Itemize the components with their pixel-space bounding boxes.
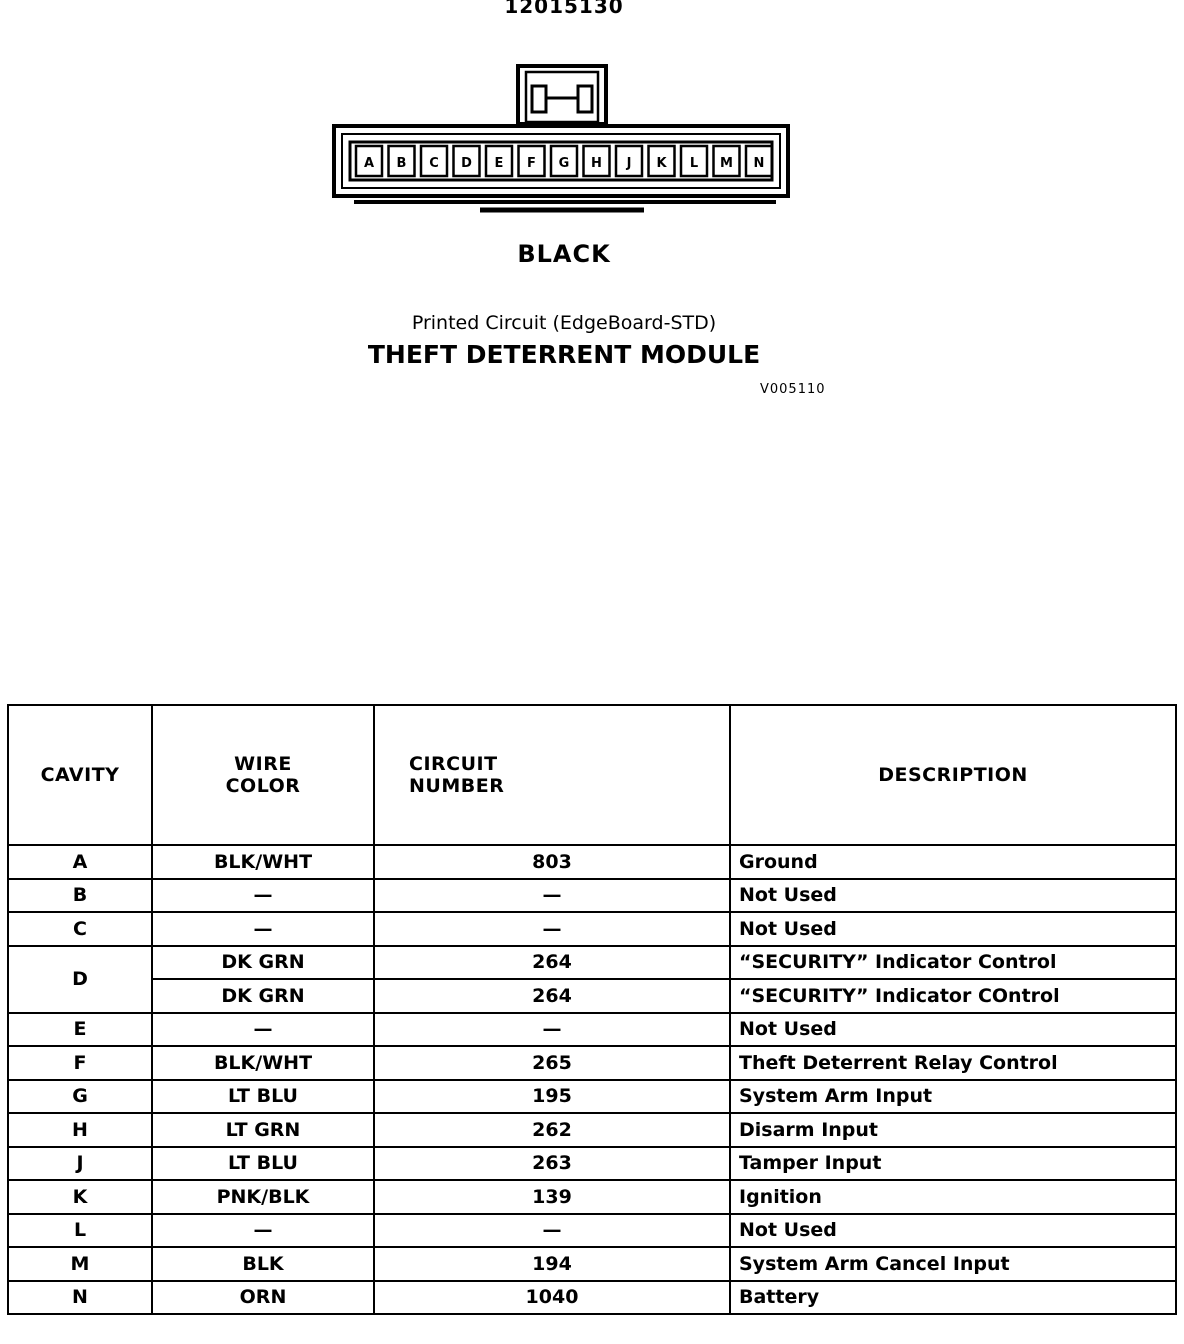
cavity-cell: J [8,1147,152,1181]
circuit-number-cell: — [374,1214,730,1248]
description-cell: Tamper Input [730,1147,1176,1181]
part-number: 12015130 [504,0,624,18]
description-cell: Not Used [730,879,1176,913]
circuit-number-cell: 195 [374,1080,730,1114]
cavity-cell: E [8,1013,152,1047]
table-row [8,912,1176,946]
circuit-number-cell: — [374,912,730,946]
component-title: THEFT DETERRENT MODULE [367,340,761,369]
cavity-cell: D [8,946,152,1013]
connector-diagram [330,62,792,217]
pin-label-l: L [689,156,699,171]
description-cell: “SECURITY” Indicator Control [730,946,1176,980]
pin-label-e: E [494,156,504,171]
description-cell: Not Used [730,912,1176,946]
circuit-number-cell: — [374,879,730,913]
pin-label-k: K [656,156,667,171]
wire-color-cell: LT GRN [152,1113,374,1147]
connector-color-label: BLACK [517,240,611,268]
wire-color-cell: BLK [152,1247,374,1281]
cavity-cell: H [8,1113,152,1147]
pin-label-g: G [558,156,570,171]
table-row [8,1247,1176,1281]
description-cell: System Arm Input [730,1080,1176,1114]
wire-color-cell: DK GRN [152,979,374,1013]
description-cell: Ground [730,845,1176,879]
circuit-number-cell: 264 [374,946,730,980]
wire-color-cell: — [152,912,374,946]
header-wire-color: WIRE COLOR [152,705,374,845]
description-cell: Battery [730,1281,1176,1315]
wire-color-cell: BLK/WHT [152,1046,374,1080]
cavity-cell: G [8,1080,152,1114]
circuit-number-cell: — [374,1013,730,1047]
connector-type-label: Printed Circuit (EdgeBoard-STD) [411,312,717,334]
table-row [8,946,1176,980]
table-row [8,879,1176,913]
wire-color-cell: LT BLU [152,1147,374,1181]
table-row [8,979,1176,1013]
table-row [8,1281,1176,1315]
pin-label-a: A [363,156,375,171]
cavity-cell: A [8,845,152,879]
pin-label-n: N [753,156,765,171]
table-row [8,1180,1176,1214]
cavity-cell: M [8,1247,152,1281]
circuit-number-cell: 803 [374,845,730,879]
pin-label-m: M [720,156,733,171]
cavity-cell: B [8,879,152,913]
wire-color-cell: BLK/WHT [152,845,374,879]
wire-color-cell: PNK/BLK [152,1180,374,1214]
wire-color-cell: ORN [152,1281,374,1315]
header-description: DESCRIPTION [730,705,1176,845]
pin-label-c: C [429,156,439,171]
pin-label-d: D [461,156,472,171]
pin-label-f: F [527,156,536,171]
circuit-number-cell: 1040 [374,1281,730,1315]
cavity-cell: F [8,1046,152,1080]
table-row [8,845,1176,879]
connector-pins [356,146,772,176]
description-cell: Theft Deterrent Relay Control [730,1046,1176,1080]
description-cell: “SECURITY” Indicator COntrol [730,979,1176,1013]
pin-label-h: H [591,156,602,171]
table-header-row [8,705,1176,845]
table-row [8,1113,1176,1147]
circuit-number-cell: 139 [374,1180,730,1214]
description-cell: Ignition [730,1180,1176,1214]
circuit-number-cell: 194 [374,1247,730,1281]
cavity-cell: C [8,912,152,946]
table-row [8,1147,1176,1181]
pinout-table [7,704,1177,1315]
wire-color-cell: — [152,1013,374,1047]
connector-latch [518,66,606,124]
table-row [8,1214,1176,1248]
circuit-number-cell: 263 [374,1147,730,1181]
header-circuit-number: CIRCUIT NUMBER [374,705,730,845]
cavity-cell: N [8,1281,152,1315]
circuit-number-cell: 264 [374,979,730,1013]
header-cavity: CAVITY [8,705,152,845]
wire-color-cell: LT BLU [152,1080,374,1114]
table-row [8,1013,1176,1047]
reference-code: V005110 [760,382,826,397]
description-cell: System Arm Cancel Input [730,1247,1176,1281]
table-row [8,1080,1176,1114]
circuit-number-cell: 262 [374,1113,730,1147]
description-cell: Not Used [730,1013,1176,1047]
wire-color-cell: DK GRN [152,946,374,980]
pin-label-b: B [396,156,407,171]
pin-label-j: J [626,156,632,171]
table-row [8,1046,1176,1080]
cavity-cell: L [8,1214,152,1248]
cavity-cell: K [8,1180,152,1214]
description-cell: Not Used [730,1214,1176,1248]
wire-color-cell: — [152,879,374,913]
circuit-number-cell: 265 [374,1046,730,1080]
description-cell: Disarm Input [730,1113,1176,1147]
wire-color-cell: — [152,1214,374,1248]
